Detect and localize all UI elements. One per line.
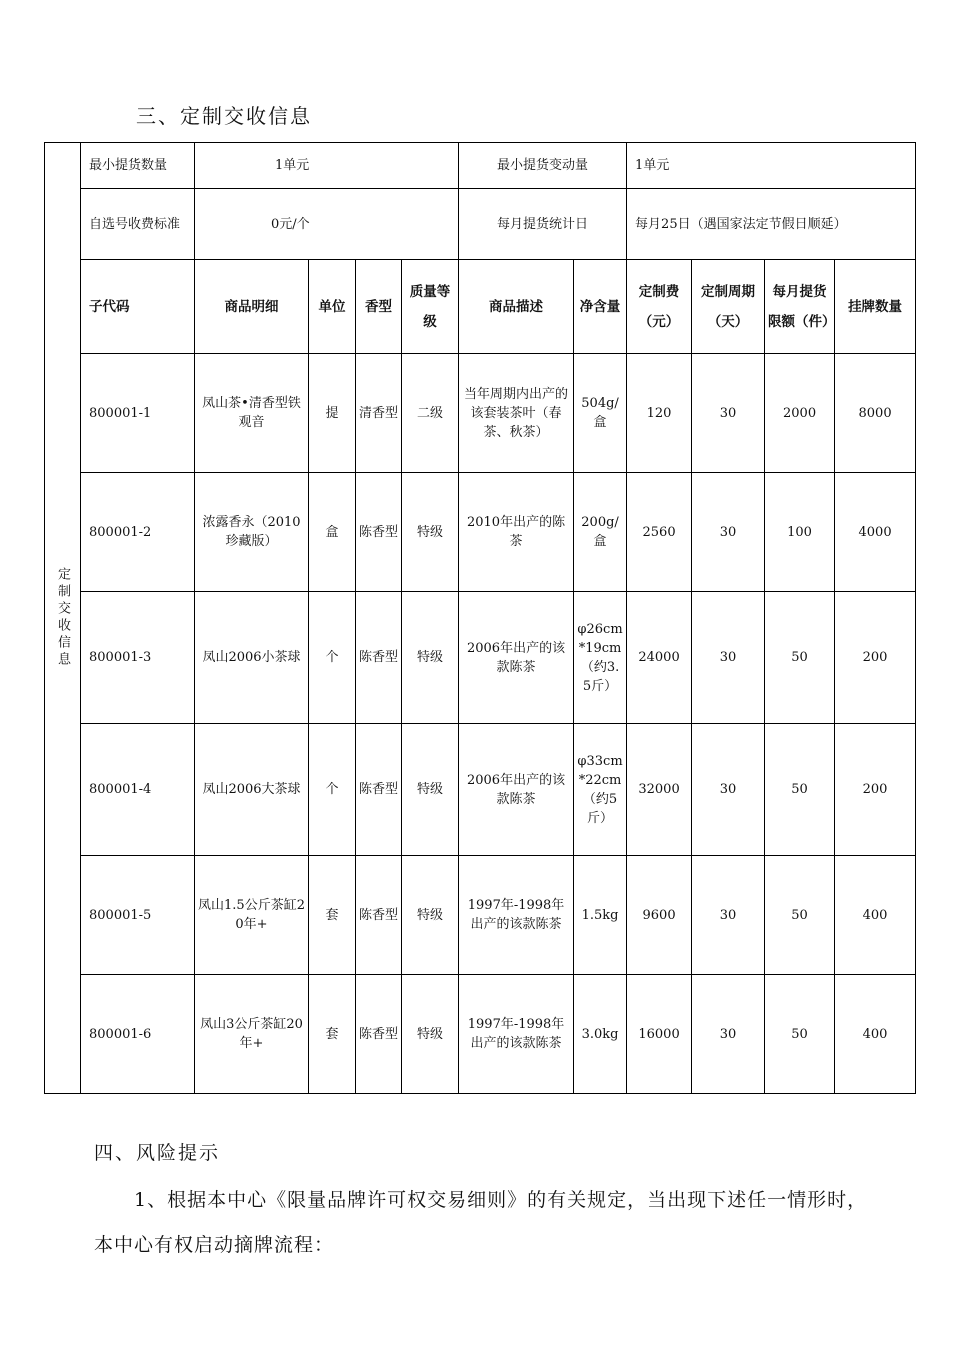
section-4-title: 四、风险提示 [94,1142,221,1164]
table-cell: 120 [627,354,692,473]
header-cell: 商品明细 [195,260,309,354]
table-row [45,592,916,724]
table-cell: 2000 [765,354,835,473]
table-cell: 二级 [402,354,459,473]
table-cell: 200 [835,592,916,724]
table-cell: 200g/盒 [574,473,627,592]
table-cell: 100 [765,473,835,592]
table-row [45,724,916,856]
stat-day-value: 每月25日（遇国家法定节假日顺延） [627,189,916,260]
stat-day-label: 每月提货统计日 [459,189,627,260]
table-cell: 陈香型 [356,856,402,975]
table-cell: φ26cm*19cm（约3.5斤） [574,592,627,724]
delivery-info-table [44,142,916,1094]
header-cell: 净含量 [574,260,627,354]
summary-row-1 [45,143,916,189]
table-cell: 陈香型 [356,473,402,592]
table-cell: 提 [309,354,356,473]
risk-paragraph: 1、根据本中心《限量品牌许可权交易细则》的有关规定，当出现下述任一情形时，本中心有权启动摘牌流程： [94,1189,868,1256]
table-row [45,354,916,473]
table-cell: 504g/盒 [574,354,627,473]
table-cell: 50 [765,592,835,724]
table-cell: 个 [309,592,356,724]
header-cell: 单位 [309,260,356,354]
table-cell: 盒 [309,473,356,592]
table-cell: 2006年出产的该款陈茶 [459,724,574,856]
table-cell: 2006年出产的该款陈茶 [459,592,574,724]
fee-label: 自选号收费标准 [81,189,195,260]
table-cell: 800001-5 [81,856,195,975]
table-cell: 浓露香永（2010珍藏版） [195,473,309,592]
table-row [45,856,916,975]
table-cell: 1997年-1998年出产的该款陈茶 [459,975,574,1094]
table-cell: 800001-4 [81,724,195,856]
table-cell: 400 [835,856,916,975]
header-cell: 定制周期（天） [692,260,765,354]
table-cell: 陈香型 [356,975,402,1094]
table-cell: 800001-6 [81,975,195,1094]
table-cell: 30 [692,975,765,1094]
table-cell: 24000 [627,592,692,724]
table-cell: 2560 [627,473,692,592]
table-cell: 凤山3公斤茶缸20年+ [195,975,309,1094]
table-cell: 50 [765,975,835,1094]
table-cell: 8000 [835,354,916,473]
table-cell: 特级 [402,724,459,856]
header-cell: 每月提货限额（件） [765,260,835,354]
min-qty-label: 最小提货数量 [81,143,195,189]
table-cell: 50 [765,856,835,975]
table-cell: 9600 [627,856,692,975]
section-3-title: 三、定制交收信息 [136,104,312,128]
table-cell: 套 [309,856,356,975]
header-cell: 商品描述 [459,260,574,354]
table-cell: 凤山2006大茶球 [195,724,309,856]
summary-row-2 [45,189,916,260]
table-cell: 个 [309,724,356,856]
table-cell: 2010年出产的陈茶 [459,473,574,592]
table-cell: 400 [835,975,916,1094]
header-cell: 质量等级 [402,260,459,354]
min-change-label: 最小提货变动量 [459,143,627,189]
table-cell: 16000 [627,975,692,1094]
side-label: 定制交收信息 [45,143,81,1094]
table-cell: 套 [309,975,356,1094]
table-cell: 特级 [402,856,459,975]
table-cell: 清香型 [356,354,402,473]
table-cell: 3.0kg [574,975,627,1094]
table-cell: 800001-2 [81,473,195,592]
table-cell: 30 [692,724,765,856]
table-cell: 30 [692,592,765,724]
table-cell: 特级 [402,975,459,1094]
table-cell: 800001-1 [81,354,195,473]
table-cell: 50 [765,724,835,856]
table-cell: 凤山2006小茶球 [195,592,309,724]
table-cell: 4000 [835,473,916,592]
table-cell: 凤山茶•清香型铁观音 [195,354,309,473]
table-cell: 1997年-1998年出产的该款陈茶 [459,856,574,975]
table-row [45,473,916,592]
table-cell: 特级 [402,592,459,724]
table-cell: 800001-3 [81,592,195,724]
table-cell: 30 [692,856,765,975]
header-row [45,260,916,354]
table-cell: 1.5kg [574,856,627,975]
min-change-value: 1单元 [627,143,916,189]
header-cell: 挂牌数量 [835,260,916,354]
table-cell: 30 [692,473,765,592]
table-cell: φ33cm*22cm（约5斤） [574,724,627,856]
table-cell: 当年周期内出产的该套装茶叶（春茶、秋茶） [459,354,574,473]
header-cell: 定制费（元） [627,260,692,354]
table-cell: 陈香型 [356,592,402,724]
table-cell: 特级 [402,473,459,592]
table-cell: 32000 [627,724,692,856]
table-cell: 凤山1.5公斤茶缸20年+ [195,856,309,975]
table-row [45,975,916,1094]
table-cell: 陈香型 [356,724,402,856]
header-cell: 子代码 [81,260,195,354]
table-cell: 30 [692,354,765,473]
min-qty-value: 1单元 [195,143,459,189]
header-cell: 香型 [356,260,402,354]
fee-value: 0元/个 [195,189,459,260]
table-cell: 200 [835,724,916,856]
